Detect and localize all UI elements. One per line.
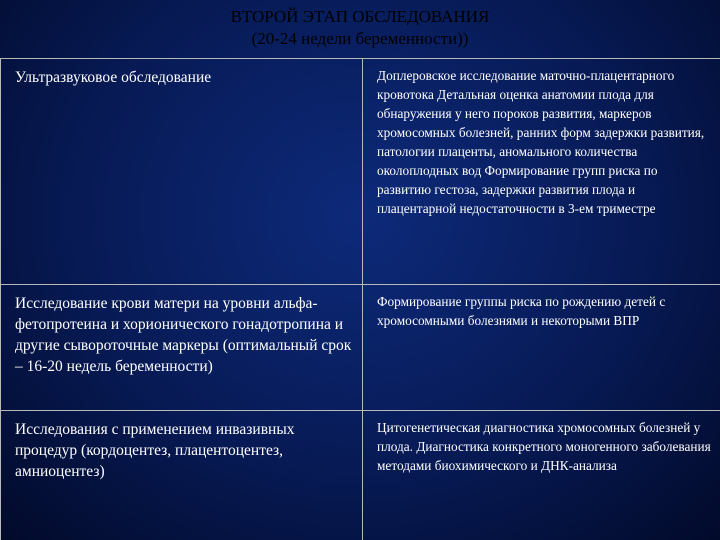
purpose-text: Цитогенетическая диагностика хромосомных болезней у плода. Диагностика конкретного моногенного заболевания методами биохимического и ДНК-анализа <box>377 420 711 473</box>
purpose-cell <box>363 59 720 285</box>
method-text: Исследование крови матери на уровни альфа-фетопротеина и хорионического гонадотропина и другие сывороточные маркеры (оптимальный срок – 16-20 недель беременности) <box>15 295 352 375</box>
purpose-text: Доплеровское исследование маточно-плацентарного кровотока Детальная оценка анатомии плода для обнаружения у него пороков развития, маркеров хромосомных болезней, ранних форм задержки развития, патологии плаценты, аномального количества околоплодных вод Формирование групп риска по развитию гестоза, задержки развития плода и плацентарной недостаточности в 3-ем триместре <box>377 68 705 216</box>
table-row <box>1 285 720 411</box>
purpose-text: Формирование группы риска по рождению детей с хромосомными болезнями и некоторыми ВПР <box>377 294 666 328</box>
exam-table <box>0 58 720 540</box>
method-text: Исследования с применением инвазивных процедур (кордоцентез, плацентоцентез, амниоцентез) <box>15 421 295 480</box>
purpose-cell <box>363 285 720 411</box>
method-cell <box>1 411 363 540</box>
method-cell <box>1 285 363 411</box>
title-line-2: (20-24 недели беременности)) <box>251 29 469 48</box>
slide-title <box>0 0 720 58</box>
table-row <box>1 411 720 540</box>
purpose-cell <box>363 411 720 540</box>
title-line-1: ВТОРОЙ ЭТАП ОБСЛЕДОВАНИЯ <box>230 7 490 26</box>
table-row <box>1 59 720 285</box>
method-text: Ультразвуковое обследование <box>15 69 212 86</box>
method-cell <box>1 59 363 285</box>
